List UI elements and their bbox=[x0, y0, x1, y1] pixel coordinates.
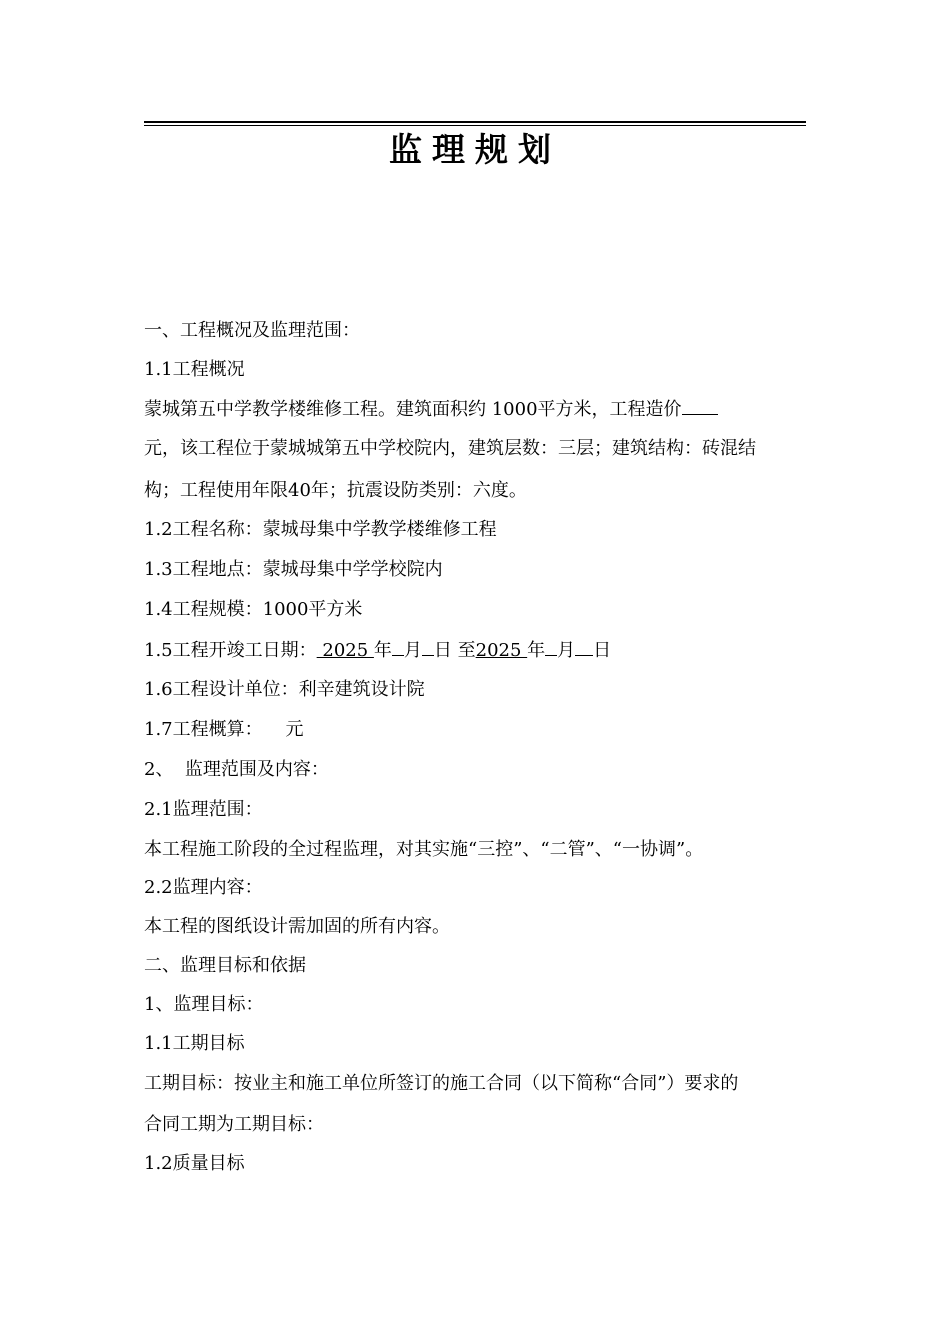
title-rule-thin bbox=[144, 125, 806, 126]
end-day-char: 日 bbox=[593, 640, 612, 661]
t1-1-line1: 工期目标：按业主和施工单位所签订的施工合同（以下简称“合同”）要求的 bbox=[144, 1073, 739, 1094]
s1-5-line bbox=[144, 638, 806, 663]
end-month-blank bbox=[545, 638, 557, 656]
s1-1-line1-text: 蒙城第五中学教学楼维修工程。建筑面积约 1000平方米，工程造价 bbox=[144, 399, 682, 420]
t1-2-heading: 1.2质量目标 bbox=[144, 1153, 245, 1174]
t1-1-line2: 合同工期为工期目标： bbox=[144, 1114, 324, 1135]
to-word: 至 bbox=[451, 640, 476, 661]
s1-1-line1 bbox=[144, 397, 806, 422]
end-year-char: 年 bbox=[527, 640, 546, 661]
s2-2-text: 本工程的图纸设计需加固的所有内容。 bbox=[144, 916, 450, 937]
section2-heading: 二、监理目标和依据 bbox=[144, 955, 306, 976]
s1-1-line2: 元，该工程位于蒙城城第五中学校院内，建筑层数：三层；建筑结构：砖混结 bbox=[144, 438, 756, 459]
s1-2-line: 1.2工程名称：蒙城母集中学教学楼维修工程 bbox=[144, 519, 497, 540]
end-year: 2025 bbox=[475, 640, 528, 661]
start-day-blank bbox=[422, 638, 434, 656]
t1-1-heading: 1.1工期目标 bbox=[144, 1033, 245, 1054]
s2-1-heading: 2.1监理范围： bbox=[144, 799, 263, 820]
section1-heading: 一、工程概况及监理范围： bbox=[144, 320, 360, 341]
s1-4-line: 1.4工程规模：1000平方米 bbox=[144, 599, 363, 620]
start-month-blank bbox=[392, 638, 404, 656]
s1-6-line: 1.6工程设计单位：利辛建筑设计院 bbox=[144, 679, 425, 700]
t1-heading: 1、监理目标： bbox=[144, 994, 264, 1015]
start-year-char: 年 bbox=[373, 640, 392, 661]
s1-5-prefix: 1.5工程开竣工日期： bbox=[144, 640, 317, 661]
start-day-char: 日 bbox=[433, 640, 452, 661]
s1-7-line: 1.7工程概算： 元 bbox=[144, 719, 304, 740]
s2-2-heading: 2.2监理内容： bbox=[144, 877, 263, 898]
s1-1-heading: 1.1工程概况 bbox=[144, 359, 245, 380]
end-day-blank bbox=[575, 638, 593, 656]
s2-1-text: 本工程施工阶段的全过程监理，对其实施“三控”、“二管”、“一协调”。 bbox=[144, 839, 704, 860]
s2-heading: 2、 监理范围及内容： bbox=[144, 759, 329, 780]
s1-3-line: 1.3工程地点：蒙城母集中学学校院内 bbox=[144, 559, 443, 580]
page-title: 监理规划 bbox=[389, 130, 561, 169]
start-month-char: 月 bbox=[403, 640, 422, 661]
end-month-char: 月 bbox=[557, 640, 576, 661]
start-year: 2025 bbox=[316, 640, 374, 661]
title-rule-thick bbox=[144, 121, 806, 123]
cost-blank bbox=[682, 397, 718, 415]
s1-1-line3: 构；工程使用年限40年；抗震设防类别：六度。 bbox=[144, 480, 527, 501]
